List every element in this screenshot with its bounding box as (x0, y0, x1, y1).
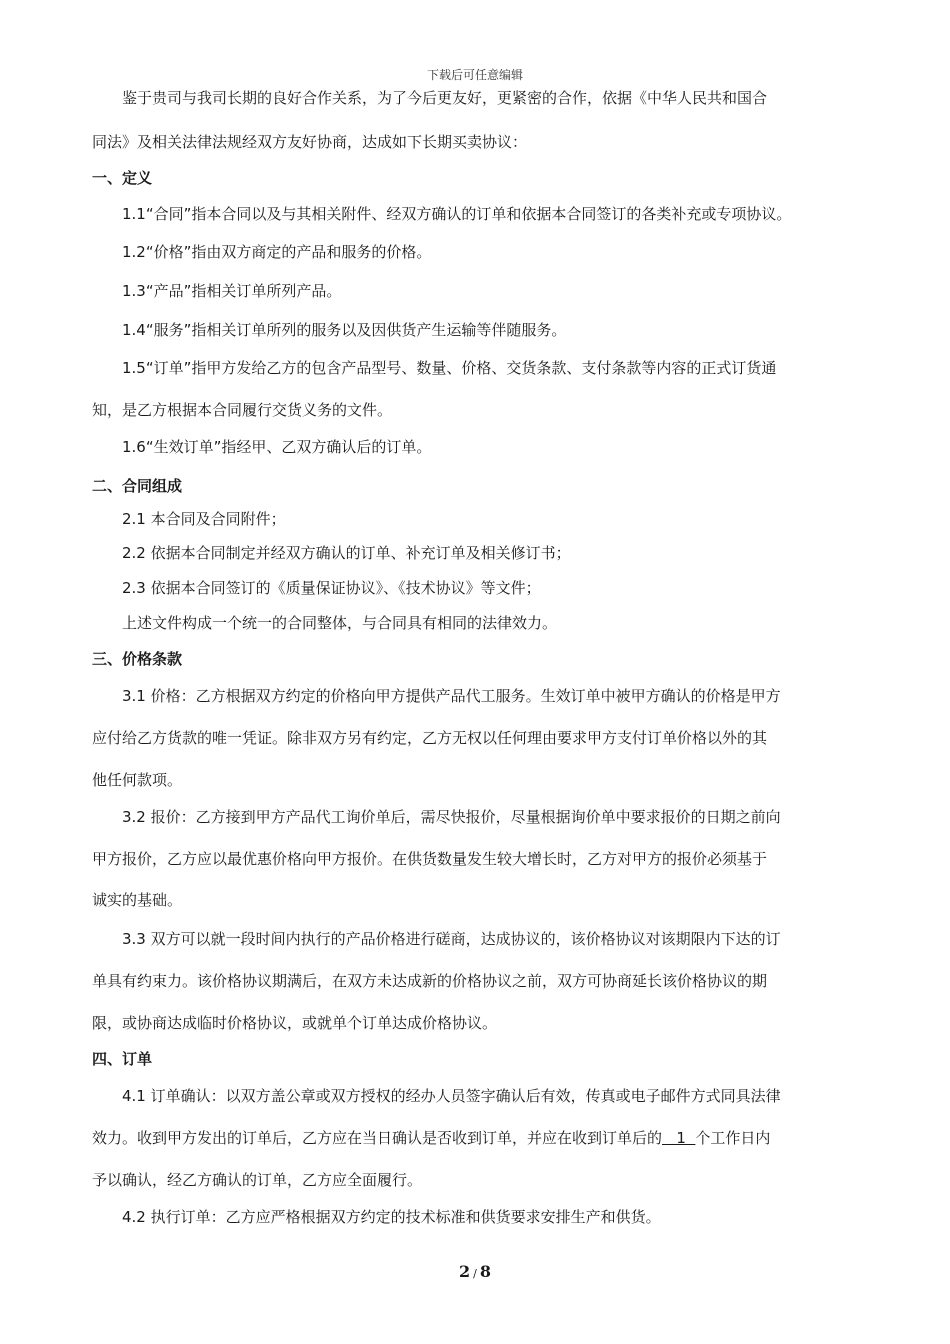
clause-4-1-text-before: 效力。收到甲方发出的订单后，乙方应在当日确认是否收到订单，并应在收到订单后的 (92, 1129, 663, 1147)
clause-3-2-line-3: 诚实的基础。 (92, 891, 183, 909)
clause-2-2: 2.2 依据本合同制定并经双方确认的订单、补充订单及相关修订书； (122, 544, 571, 562)
intro-line-2: 同法》及相关法律法规经双方友好协商，达成如下长期买卖协议： (92, 133, 528, 151)
clause-3-3-line-3: 限，或协商达成临时价格协议，或就单个订单达成价格协议。 (92, 1014, 498, 1032)
page-separator: / (473, 1267, 477, 1280)
current-page: 2 (459, 1262, 471, 1281)
clause-3-2-line-2: 甲方报价，乙方应以最优惠价格向甲方报价。在供货数量发生较大增长时，乙方对甲方的报价必须基于 (92, 850, 768, 868)
page-number (0, 1262, 950, 1281)
clause-2-3: 2.3 依据本合同签订的《质量保证协议》、《技术协议》等文件； (122, 579, 541, 597)
clause-1-2: 1.2“价格”指由双方商定的产品和服务的价格。 (122, 243, 432, 261)
clause-3-1-line-1: 3.1 价格：乙方根据双方约定的价格向甲方提供产品代工服务。生效订单中被甲方确认的价格是甲方 (122, 687, 781, 705)
page-header: 下载后可任意编辑 (426, 68, 523, 82)
clause-3-2-line-1: 3.2 报价：乙方接到甲方产品代工询价单后，需尽快报价，尽量根据询价单中要求报价的日期之前向 (122, 808, 781, 826)
clause-3-3-line-1: 3.3 双方可以就一段时间内执行的产品价格进行磋商，达成协议的，该价格协议对该期限内下达的订 (122, 930, 781, 948)
clause-3-1-line-3: 他任何款项。 (92, 771, 183, 789)
clause-3-1-line-2: 应付给乙方货款的唯一凭证。除非双方另有约定，乙方无权以任何理由要求甲方支付订单价格以外的其 (92, 729, 768, 747)
total-pages: 8 (479, 1262, 491, 1281)
clause-1-3: 1.3“产品”指相关订单所列产品。 (122, 282, 342, 300)
intro-line-1: 鉴于贵司与我司长期的良好合作关系，为了今后更友好，更紧密的合作，依据《中华人民共和国合 (122, 89, 768, 107)
section-2-title: 二、合同组成 (92, 477, 183, 495)
clause-4-2: 4.2 执行订单：乙方应严格根据双方约定的技术标准和供货要求安排生产和供货。 (122, 1208, 661, 1226)
section-4-title: 四、订单 (92, 1050, 153, 1068)
working-days-blank: 1 (662, 1129, 696, 1147)
clause-3-3-line-2: 单具有约束力。该价格协议期满后，在双方未达成新的价格协议之前，双方可协商延长该价格协议的期 (92, 972, 768, 990)
clause-4-1-line-2 (92, 1128, 770, 1148)
clause-1-6: 1.6“生效订单”指经甲、乙双方确认后的订单。 (122, 438, 432, 456)
clause-1-1: 1.1“合同”指本合同以及与其相关附件、经双方确认的订单和依据本合同签订的各类补充或专项协议。 (122, 205, 792, 223)
clause-4-1-line-3: 予以确认，经乙方确认的订单，乙方应全面履行。 (92, 1171, 423, 1189)
clause-1-5-line-2: 知，是乙方根据本合同履行交货义务的文件。 (92, 401, 393, 419)
clause-2-summary: 上述文件构成一个统一的合同整体，与合同具有相同的法律效力。 (122, 614, 558, 632)
clause-1-4: 1.4“服务”指相关订单所列的服务以及因供货产生运输等伴随服务。 (122, 321, 567, 339)
section-1-title: 一、定义 (92, 169, 153, 187)
section-3-title: 三、价格条款 (92, 650, 183, 668)
clause-1-5-line-1: 1.5“订单”指甲方发给乙方的包含产品型号、数量、价格、交货条款、支付条款等内容的正式订货通 (122, 359, 777, 377)
clause-4-1-text-after: 个工作日内 (695, 1129, 771, 1147)
clause-4-1-line-1: 4.1 订单确认：以双方盖公章或双方授权的经办人员签字确认后有效，传真或电子邮件方式同具法律 (122, 1087, 781, 1105)
clause-2-1: 2.1 本合同及合同附件； (122, 510, 286, 528)
